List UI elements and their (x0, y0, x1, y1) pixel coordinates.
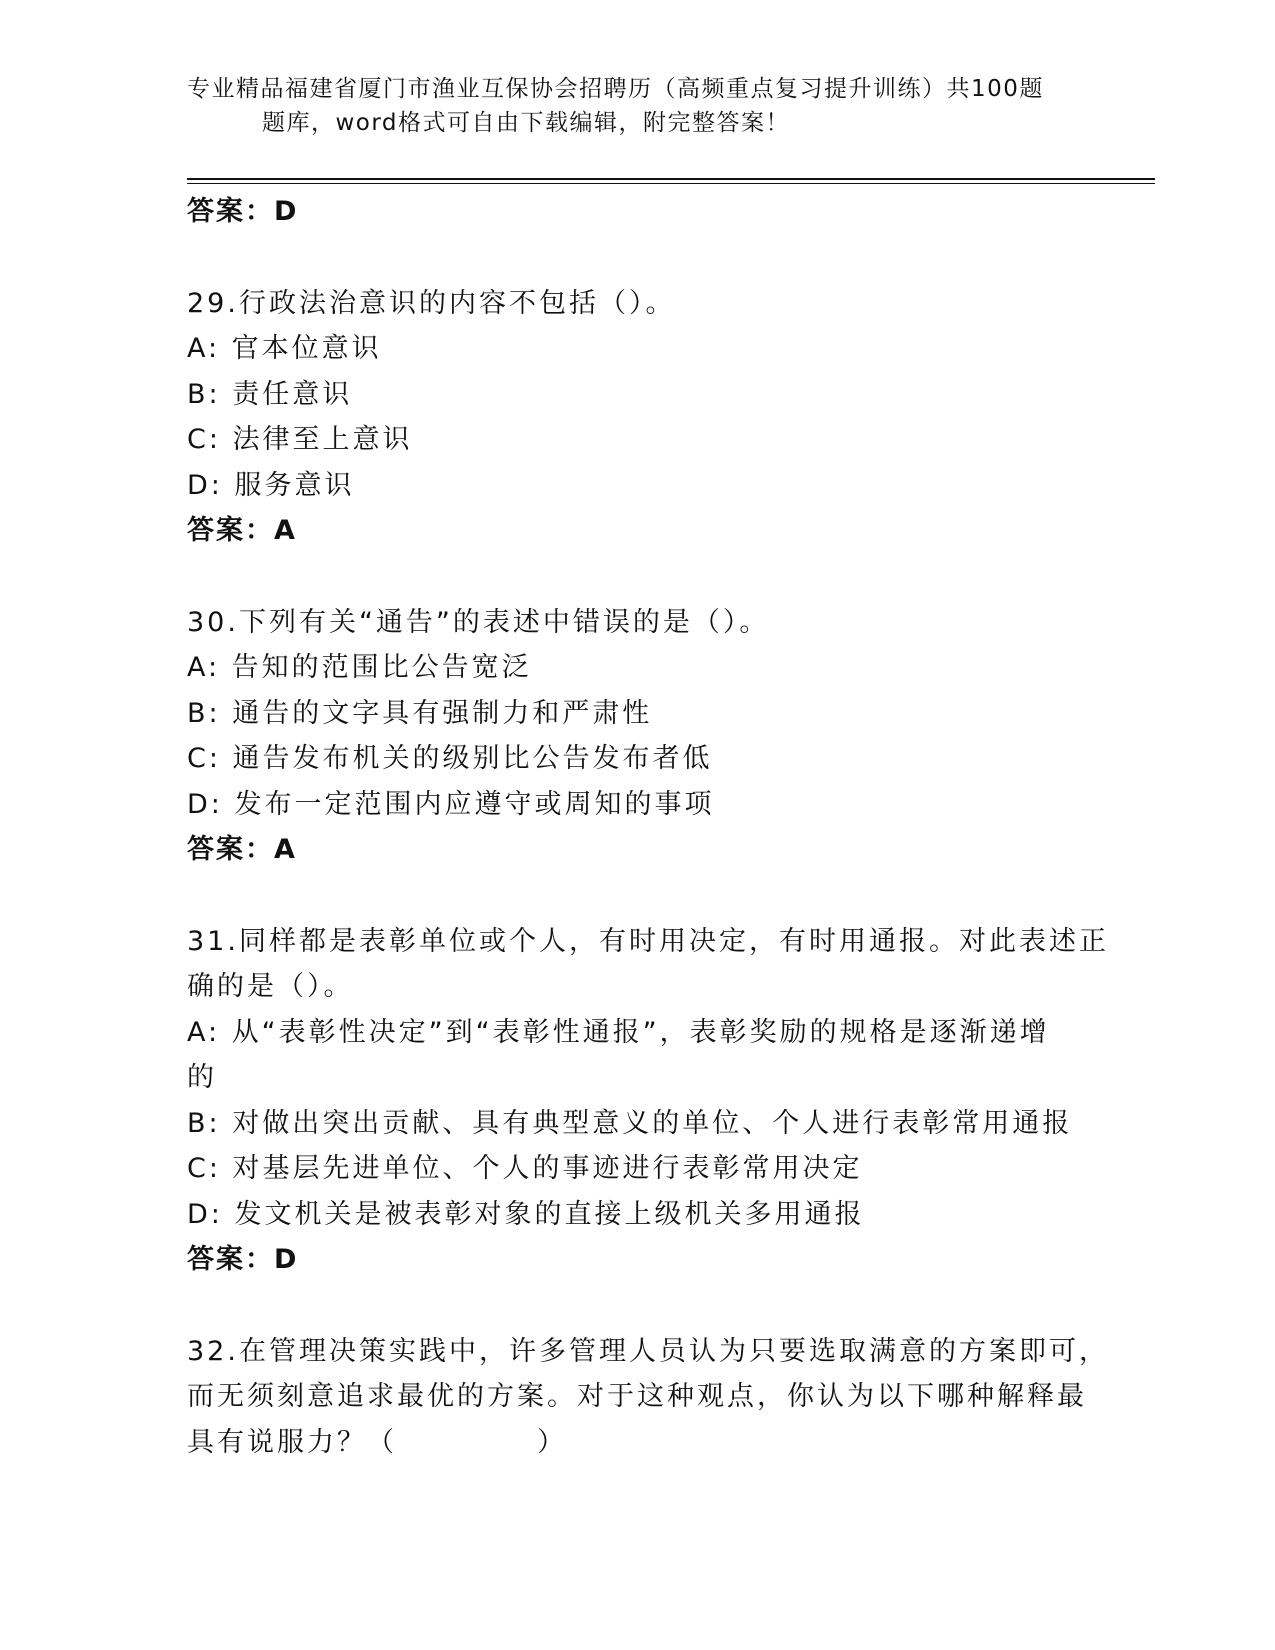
header-divider-thin (187, 183, 1155, 184)
question-stem-line2: 而无须刻意追求最优的方案。对于这种观点，你认为以下哪种解释最 (187, 1381, 1087, 1412)
option-b: B: 通告的文字具有强制力和严肃性 (187, 697, 653, 729)
option-b: B: 责任意识 (187, 378, 353, 410)
question-list (187, 189, 1109, 1465)
option-c: C: 对基层先进单位、个人的事迹进行表彰常用决定 (187, 1153, 863, 1184)
option-a: A: 官本位意识 (187, 333, 382, 364)
question-29 (187, 281, 1087, 554)
option-a-line1: A: 从“表彰性决定”到“表彰性通报”，表彰奖励的规格是逐渐递增 (187, 1016, 1050, 1048)
answer: 答案：A (187, 834, 297, 865)
option-a-line2: 的 (187, 1062, 217, 1093)
option-d: D: 服务意识 (187, 469, 355, 501)
question-stem-line1: 32.在管理决策实践中，许多管理人员认为只要选取满意的方案即可， (187, 1335, 1109, 1367)
option-d: D: 发文机关是被表彰对象的直接上级机关多用通报 (187, 1198, 865, 1230)
header-divider-thick (187, 178, 1155, 180)
question-31 (187, 919, 1109, 1283)
option-c: C: 通告发布机关的级别比公告发布者低 (187, 743, 713, 774)
question-stem-line3-suffix: ） (537, 1426, 567, 1458)
question-stem: 29.行政法治意识的内容不包括（）。 (187, 287, 676, 319)
question-30 (187, 600, 1087, 873)
question-stem-line1: 31.同样都是表彰单位或个人，有时用决定，有时用通报。对此表述正 (187, 925, 1109, 957)
header-title-line1: 专业精品福建省厦门市渔业互保协会招聘历（高频重点复习提升训练）共100题 (187, 76, 1044, 102)
answer: 答案：A (187, 515, 297, 546)
option-a: A: 告知的范围比公告宽泛 (187, 652, 532, 683)
option-c: C: 法律至上意识 (187, 424, 413, 455)
option-b: B: 对做出突出贡献、具有典型意义的单位、个人进行表彰常用通报 (187, 1107, 1073, 1139)
question-stem: 30.下列有关“通告”的表述中错误的是（）。 (187, 606, 770, 638)
question-32 (187, 1329, 1109, 1466)
header-title-line2: 题库，word格式可自由下载编辑，附完整答案！ (262, 110, 791, 136)
answer-previous: 答案：D (187, 196, 299, 227)
document-header (187, 72, 1067, 140)
question-stem-line3-prefix: 具有说服力？（ (187, 1426, 397, 1458)
question-stem-line2: 确的是（）。 (187, 971, 354, 1002)
question-stem-line3 (187, 1420, 1087, 1466)
option-d: D: 发布一定范围内应遵守或周知的事项 (187, 788, 715, 820)
answer: 答案：D (187, 1244, 299, 1275)
